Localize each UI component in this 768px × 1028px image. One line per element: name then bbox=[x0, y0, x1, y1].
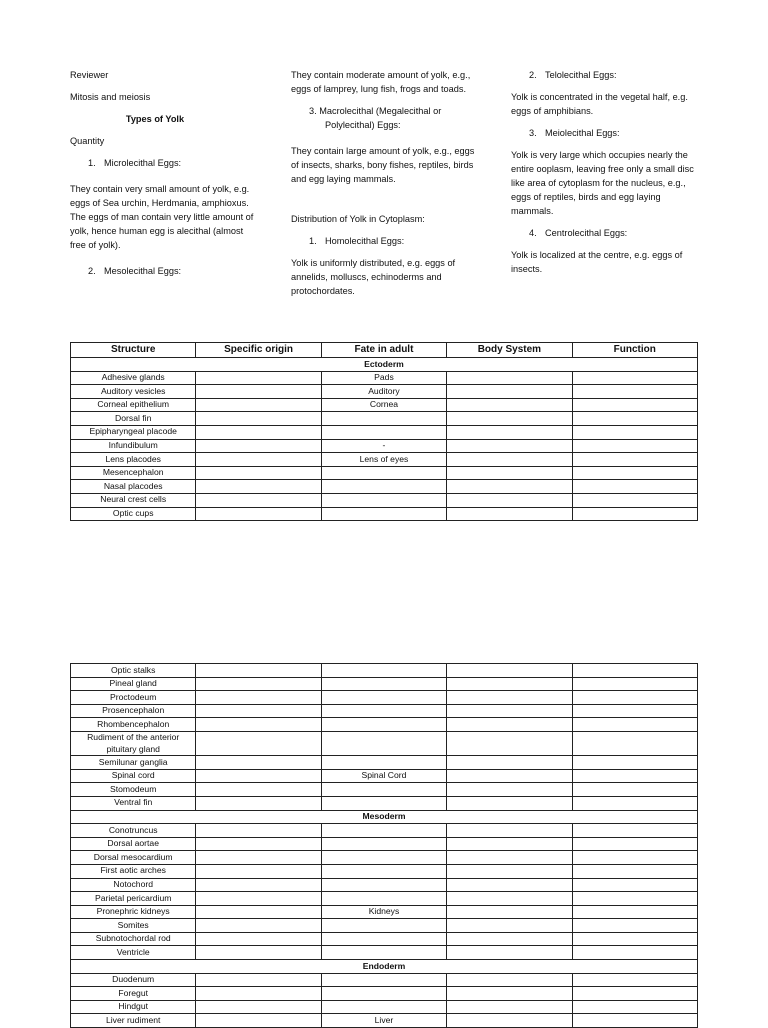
origin-cell bbox=[196, 480, 321, 494]
system-cell bbox=[447, 973, 572, 987]
fate-cell bbox=[321, 664, 446, 678]
structure-cell: Optic cups bbox=[71, 507, 196, 521]
list-item-telolecithal bbox=[511, 68, 701, 82]
table-row bbox=[71, 783, 698, 797]
quantity-label: Quantity bbox=[70, 136, 105, 146]
table-body bbox=[71, 358, 698, 521]
header-body-system: Body System bbox=[447, 343, 572, 358]
structure-cell: Dorsal mesocardium bbox=[71, 851, 196, 865]
structure-cell: Somites bbox=[71, 919, 196, 933]
origin-cell bbox=[196, 1014, 321, 1028]
structure-cell: Parietal pericardium bbox=[71, 892, 196, 906]
structure-cell: Auditory vesicles bbox=[71, 385, 196, 399]
section-row bbox=[71, 358, 698, 372]
function-cell bbox=[572, 704, 697, 718]
structure-cell: Duodenum bbox=[71, 973, 196, 987]
origin-cell bbox=[196, 718, 321, 732]
fate-cell bbox=[321, 878, 446, 892]
origin-cell bbox=[196, 731, 321, 755]
structure-cell: Notochord bbox=[71, 878, 196, 892]
origin-cell bbox=[196, 371, 321, 385]
table-row bbox=[71, 892, 698, 906]
table-row bbox=[71, 371, 698, 385]
function-cell bbox=[572, 973, 697, 987]
function-cell bbox=[572, 769, 697, 783]
doc-subtitle: Mitosis and meiosis bbox=[70, 92, 151, 102]
system-cell bbox=[447, 493, 572, 507]
origin-cell bbox=[196, 796, 321, 810]
structure-cell: Conotruncus bbox=[71, 824, 196, 838]
list-number: 3. bbox=[529, 128, 537, 138]
table-row bbox=[71, 398, 698, 412]
section-label: Endoderm bbox=[71, 960, 698, 974]
function-cell bbox=[572, 783, 697, 797]
origin-cell bbox=[196, 412, 321, 426]
table-row bbox=[71, 824, 698, 838]
fate-cell: Auditory bbox=[321, 385, 446, 399]
structure-cell: Stomodeum bbox=[71, 783, 196, 797]
distribution-heading: Distribution of Yolk in Cytoplasm: bbox=[291, 214, 425, 224]
list-item-macrolecithal: 3. Macrolecithal (Megalecithal or Polylecithal) Eggs: bbox=[309, 106, 442, 130]
table-row bbox=[71, 718, 698, 732]
table-row bbox=[71, 851, 698, 865]
header-function: Function bbox=[572, 343, 697, 358]
origin-cell bbox=[196, 851, 321, 865]
structure-cell: Infundibulum bbox=[71, 439, 196, 453]
function-cell bbox=[572, 892, 697, 906]
table-row bbox=[71, 704, 698, 718]
origin-cell bbox=[196, 756, 321, 770]
origin-cell bbox=[196, 691, 321, 705]
system-cell bbox=[447, 466, 572, 480]
table-row bbox=[71, 677, 698, 691]
function-cell bbox=[572, 946, 697, 960]
list-label: Homolecithal Eggs: bbox=[325, 236, 405, 246]
function-cell bbox=[572, 987, 697, 1001]
structure-cell: Dorsal fin bbox=[71, 412, 196, 426]
list-item-centrolecithal bbox=[511, 226, 701, 240]
structure-cell: Pronephric kidneys bbox=[71, 905, 196, 919]
table-row bbox=[71, 837, 698, 851]
structure-cell: Subnotochordal rod bbox=[71, 932, 196, 946]
doc-title: Reviewer bbox=[70, 70, 109, 80]
origin-cell bbox=[196, 783, 321, 797]
function-cell bbox=[572, 664, 697, 678]
structure-cell: Epipharyngeal placode bbox=[71, 425, 196, 439]
text-column-3 bbox=[511, 68, 701, 276]
origin-cell bbox=[196, 987, 321, 1001]
table-row bbox=[71, 439, 698, 453]
system-cell bbox=[447, 1014, 572, 1028]
section-label: Mesoderm bbox=[71, 810, 698, 824]
system-cell bbox=[447, 756, 572, 770]
fate-cell bbox=[321, 480, 446, 494]
function-cell bbox=[572, 425, 697, 439]
system-cell bbox=[447, 439, 572, 453]
structure-cell: Pineal gland bbox=[71, 677, 196, 691]
fate-cell bbox=[321, 987, 446, 1001]
header-structure: Structure bbox=[71, 343, 196, 358]
table-header-row bbox=[71, 343, 698, 358]
table-row bbox=[71, 878, 698, 892]
list-item-meiolecithal bbox=[511, 126, 701, 140]
fate-cell bbox=[321, 932, 446, 946]
function-cell bbox=[572, 466, 697, 480]
text-column-2 bbox=[291, 68, 481, 298]
fate-cell bbox=[321, 1000, 446, 1014]
structure-cell: Ventral fin bbox=[71, 796, 196, 810]
origin-cell bbox=[196, 398, 321, 412]
table-row bbox=[71, 769, 698, 783]
table-row bbox=[71, 664, 698, 678]
header-specific-origin: Specific origin bbox=[196, 343, 321, 358]
fate-cell bbox=[321, 796, 446, 810]
list-number: 2. bbox=[88, 266, 96, 276]
section-row bbox=[71, 810, 698, 824]
fate-cell bbox=[321, 864, 446, 878]
table-row bbox=[71, 919, 698, 933]
list-item-mesolecithal bbox=[70, 264, 260, 278]
fate-cell bbox=[321, 946, 446, 960]
structure-cell: Optic stalks bbox=[71, 664, 196, 678]
function-cell bbox=[572, 453, 697, 467]
structure-cell: Lens placodes bbox=[71, 453, 196, 467]
system-cell bbox=[447, 704, 572, 718]
function-cell bbox=[572, 837, 697, 851]
system-cell bbox=[447, 769, 572, 783]
table-row bbox=[71, 412, 698, 426]
fate-cell: Liver bbox=[321, 1014, 446, 1028]
paragraph-telolecithal: Yolk is concentrated in the vegetal half, e.g. eggs of amphibians. bbox=[511, 92, 688, 116]
origin-cell bbox=[196, 439, 321, 453]
origin-cell bbox=[196, 769, 321, 783]
structure-cell: Spinal cord bbox=[71, 769, 196, 783]
function-cell bbox=[572, 718, 697, 732]
table-row bbox=[71, 425, 698, 439]
system-cell bbox=[447, 453, 572, 467]
system-cell bbox=[447, 398, 572, 412]
function-cell bbox=[572, 919, 697, 933]
function-cell bbox=[572, 412, 697, 426]
origin-cell bbox=[196, 837, 321, 851]
table-row bbox=[71, 1000, 698, 1014]
function-cell bbox=[572, 796, 697, 810]
fate-cell bbox=[321, 425, 446, 439]
structure-cell: Nasal placodes bbox=[71, 480, 196, 494]
structure-cell: First aotic arches bbox=[71, 864, 196, 878]
system-cell bbox=[447, 731, 572, 755]
structure-cell: Neural crest cells bbox=[71, 493, 196, 507]
fate-cell bbox=[321, 756, 446, 770]
fate-cell: - bbox=[321, 439, 446, 453]
table-row bbox=[71, 756, 698, 770]
function-cell bbox=[572, 507, 697, 521]
table-row bbox=[71, 507, 698, 521]
function-cell bbox=[572, 851, 697, 865]
structure-cell: Proctodeum bbox=[71, 691, 196, 705]
structure-cell: Rudiment of the anterior pituitary gland bbox=[71, 731, 196, 755]
origin-cell bbox=[196, 1000, 321, 1014]
structure-cell: Liver rudiment bbox=[71, 1014, 196, 1028]
origin-cell bbox=[196, 878, 321, 892]
function-cell bbox=[572, 398, 697, 412]
structure-cell: Rhombencephalon bbox=[71, 718, 196, 732]
origin-cell bbox=[196, 892, 321, 906]
list-number: 4. bbox=[529, 228, 537, 238]
table-row bbox=[71, 987, 698, 1001]
system-cell bbox=[447, 892, 572, 906]
system-cell bbox=[447, 507, 572, 521]
system-cell bbox=[447, 480, 572, 494]
table-row bbox=[71, 466, 698, 480]
table-row bbox=[71, 932, 698, 946]
fate-cell bbox=[321, 973, 446, 987]
function-cell bbox=[572, 1014, 697, 1028]
system-cell bbox=[447, 412, 572, 426]
function-cell bbox=[572, 1000, 697, 1014]
table-row bbox=[71, 796, 698, 810]
structure-cell: Corneal epithelium bbox=[71, 398, 196, 412]
function-cell bbox=[572, 905, 697, 919]
function-cell bbox=[572, 864, 697, 878]
function-cell bbox=[572, 371, 697, 385]
fate-cell bbox=[321, 704, 446, 718]
structure-cell: Hindgut bbox=[71, 1000, 196, 1014]
origin-cell bbox=[196, 946, 321, 960]
system-cell bbox=[447, 425, 572, 439]
table-row bbox=[71, 493, 698, 507]
function-cell bbox=[572, 731, 697, 755]
fate-cell: Cornea bbox=[321, 398, 446, 412]
fate-cell: Kidneys bbox=[321, 905, 446, 919]
list-label: Telolecithal Eggs: bbox=[545, 70, 617, 80]
structure-cell: Semilunar ganglia bbox=[71, 756, 196, 770]
list-label: Microlecithal Eggs: bbox=[104, 158, 182, 168]
function-cell bbox=[572, 932, 697, 946]
paragraph-microlecithal: They contain very small amount of yolk, e.g. eggs of Sea urchin, Herdmania, amphioxus. The eggs of man contain very little amount of yolk, hence human egg is alecithal (almost free of yolk). bbox=[70, 184, 254, 250]
origin-cell bbox=[196, 973, 321, 987]
system-cell bbox=[447, 796, 572, 810]
list-number: 2. bbox=[529, 70, 537, 80]
structure-cell: Adhesive glands bbox=[71, 371, 196, 385]
text-column-1 bbox=[70, 68, 260, 278]
origin-cell bbox=[196, 664, 321, 678]
function-cell bbox=[572, 691, 697, 705]
system-cell bbox=[447, 664, 572, 678]
fate-cell bbox=[321, 837, 446, 851]
system-cell bbox=[447, 919, 572, 933]
list-label: Meiolecithal Eggs: bbox=[545, 128, 620, 138]
fate-cell bbox=[321, 824, 446, 838]
fate-cell bbox=[321, 731, 446, 755]
list-item-microlecithal bbox=[70, 156, 260, 170]
origin-cell bbox=[196, 919, 321, 933]
system-cell bbox=[447, 837, 572, 851]
germ-layer-table-part-2 bbox=[70, 663, 698, 1028]
system-cell bbox=[447, 905, 572, 919]
list-number: 1. bbox=[88, 158, 96, 168]
structure-cell: Prosencephalon bbox=[71, 704, 196, 718]
system-cell bbox=[447, 385, 572, 399]
list-label: Mesolecithal Eggs: bbox=[104, 266, 182, 276]
system-cell bbox=[447, 864, 572, 878]
list-item-homolecithal bbox=[291, 234, 481, 248]
system-cell bbox=[447, 1000, 572, 1014]
table-row bbox=[71, 973, 698, 987]
table-row bbox=[71, 691, 698, 705]
section-row bbox=[71, 960, 698, 974]
system-cell bbox=[447, 987, 572, 1001]
origin-cell bbox=[196, 824, 321, 838]
table-row bbox=[71, 1014, 698, 1028]
system-cell bbox=[447, 851, 572, 865]
structure-cell: Foregut bbox=[71, 987, 196, 1001]
system-cell bbox=[447, 878, 572, 892]
system-cell bbox=[447, 946, 572, 960]
system-cell bbox=[447, 691, 572, 705]
origin-cell bbox=[196, 864, 321, 878]
origin-cell bbox=[196, 704, 321, 718]
origin-cell bbox=[196, 425, 321, 439]
table-row bbox=[71, 731, 698, 755]
table-row bbox=[71, 864, 698, 878]
function-cell bbox=[572, 439, 697, 453]
fate-cell bbox=[321, 466, 446, 480]
list-label: Centrolecithal Eggs: bbox=[545, 228, 628, 238]
function-cell bbox=[572, 493, 697, 507]
system-cell bbox=[447, 783, 572, 797]
structure-cell: Mesencephalon bbox=[71, 466, 196, 480]
table-body bbox=[71, 664, 698, 1028]
table-row bbox=[71, 385, 698, 399]
function-cell bbox=[572, 677, 697, 691]
origin-cell bbox=[196, 466, 321, 480]
list-number: 1. bbox=[309, 236, 317, 246]
system-cell bbox=[447, 677, 572, 691]
function-cell bbox=[572, 385, 697, 399]
table-row bbox=[71, 905, 698, 919]
system-cell bbox=[447, 371, 572, 385]
origin-cell bbox=[196, 905, 321, 919]
table-row bbox=[71, 480, 698, 494]
function-cell bbox=[572, 480, 697, 494]
fate-cell bbox=[321, 851, 446, 865]
fate-cell bbox=[321, 412, 446, 426]
function-cell bbox=[572, 756, 697, 770]
section-label: Ectoderm bbox=[71, 358, 698, 372]
fate-cell bbox=[321, 691, 446, 705]
fate-cell bbox=[321, 919, 446, 933]
system-cell bbox=[447, 932, 572, 946]
header-fate-in-adult: Fate in adult bbox=[321, 343, 446, 358]
structure-cell: Dorsal aortae bbox=[71, 837, 196, 851]
function-cell bbox=[572, 824, 697, 838]
origin-cell bbox=[196, 507, 321, 521]
origin-cell bbox=[196, 932, 321, 946]
fate-cell: Pads bbox=[321, 371, 446, 385]
fate-cell bbox=[321, 493, 446, 507]
structure-cell: Ventricle bbox=[71, 946, 196, 960]
table-row bbox=[71, 946, 698, 960]
system-cell bbox=[447, 824, 572, 838]
fate-cell bbox=[321, 718, 446, 732]
paragraph-homolecithal: Yolk is uniformly distributed, e.g. eggs of annelids, molluscs, echinoderms and protochordates. bbox=[291, 258, 456, 296]
system-cell bbox=[447, 718, 572, 732]
section-heading: Types of Yolk bbox=[125, 114, 185, 124]
origin-cell bbox=[196, 385, 321, 399]
origin-cell bbox=[196, 493, 321, 507]
paragraph-macrolecithal: They contain large amount of yolk, e.g., eggs of insects, sharks, bony fishes, reptiles, birds and egg laying mammals. bbox=[291, 146, 475, 184]
paragraph-mesolecithal: They contain moderate amount of yolk, e.g., eggs of lamprey, lung fish, frogs and toads. bbox=[291, 70, 471, 94]
fate-cell bbox=[321, 892, 446, 906]
paragraph-meiolecithal: Yolk is very large which occupies nearly the entire ooplasm, leaving free only a small disc like area of cytoplasm for the nucleus, e.g., eggs of reptiles, birds and egg laying mammals. bbox=[511, 150, 694, 216]
origin-cell bbox=[196, 677, 321, 691]
fate-cell bbox=[321, 507, 446, 521]
fate-cell bbox=[321, 783, 446, 797]
germ-layer-table-part-1 bbox=[70, 342, 698, 521]
fate-cell: Spinal Cord bbox=[321, 769, 446, 783]
paragraph-centrolecithal: Yolk is localized at the centre, e.g. eggs of insects. bbox=[511, 250, 683, 274]
function-cell bbox=[572, 878, 697, 892]
table-row bbox=[71, 453, 698, 467]
fate-cell bbox=[321, 677, 446, 691]
fate-cell: Lens of eyes bbox=[321, 453, 446, 467]
origin-cell bbox=[196, 453, 321, 467]
